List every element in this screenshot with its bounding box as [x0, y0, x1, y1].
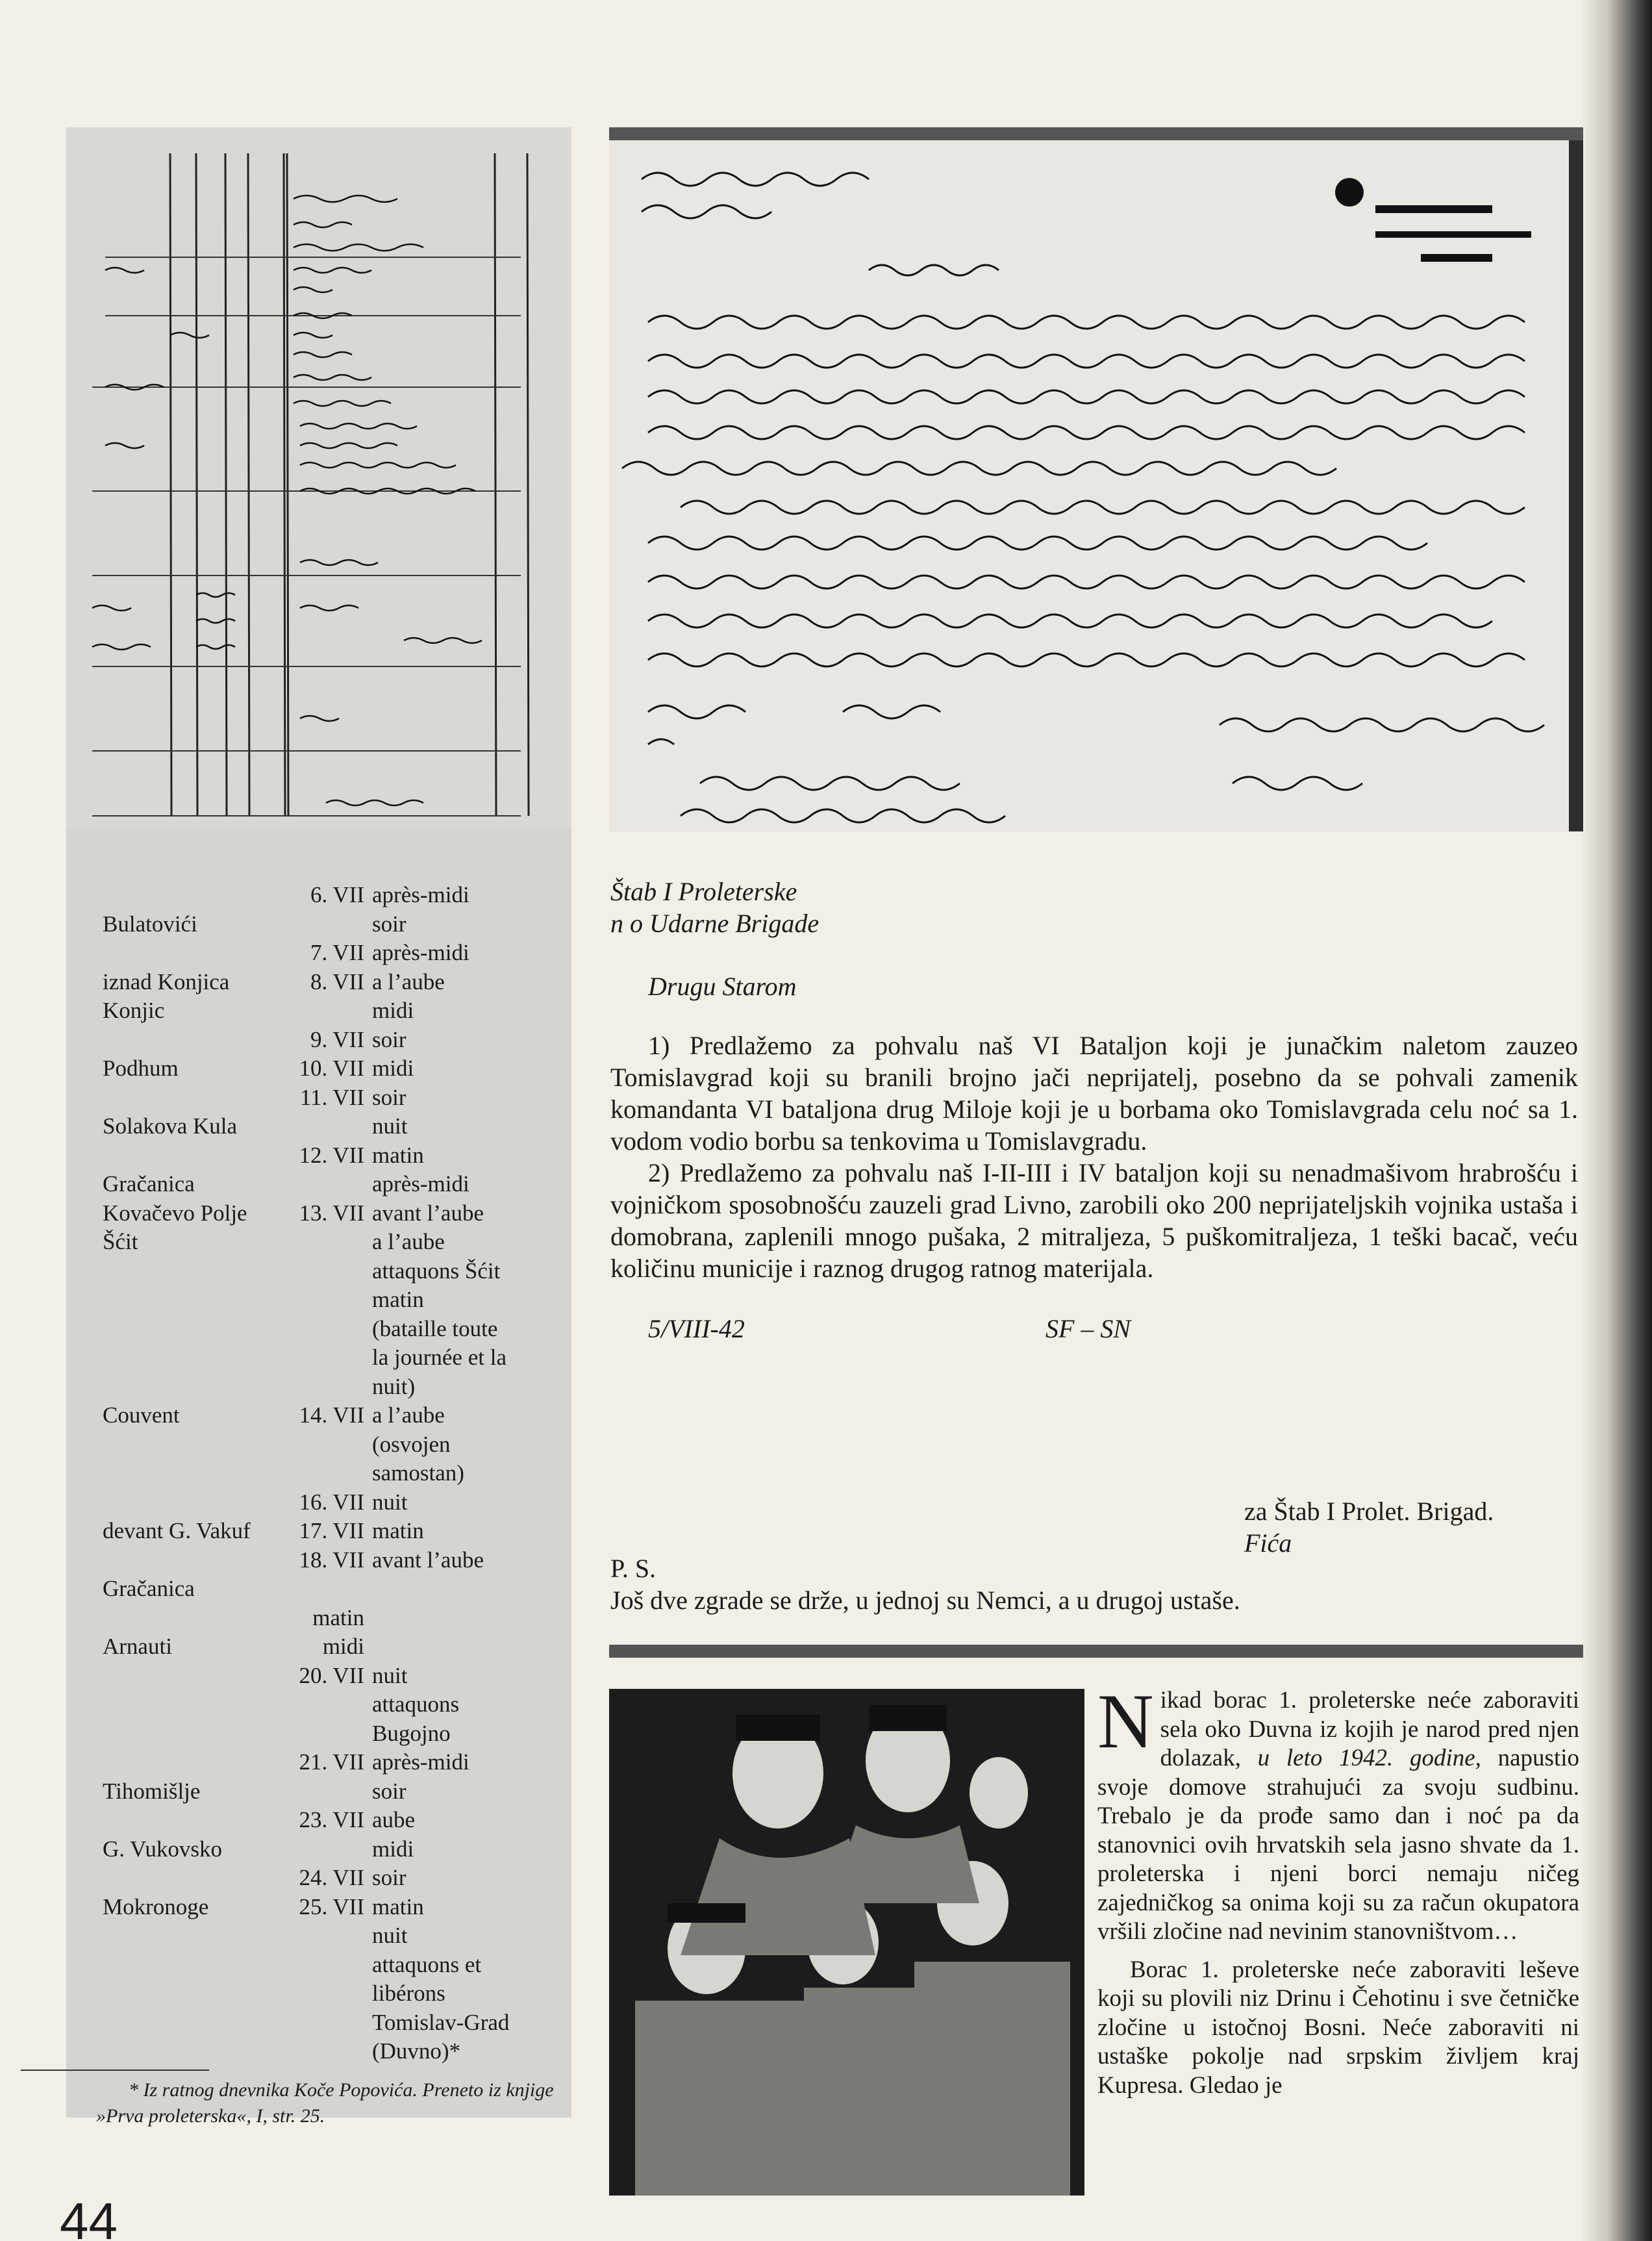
- itinerary-date: [291, 910, 372, 939]
- drop-cap: N: [1097, 1678, 1154, 1764]
- itinerary-row: [103, 1921, 557, 1951]
- itinerary-time: soir: [372, 1026, 407, 1052]
- scan-edge: [1569, 140, 1583, 831]
- itinerary-place: iznad Konjica: [103, 969, 230, 994]
- itinerary-place: [103, 1662, 291, 1691]
- letter-motto: SF – SN: [1045, 1314, 1131, 1343]
- itinerary-date: [291, 1719, 372, 1749]
- itinerary-date: 23. VII: [299, 1807, 364, 1832]
- itinerary-row: [103, 1604, 557, 1633]
- itinerary-place: Kovačevo Polje: [103, 1200, 247, 1226]
- itinerary-time: (bataille toute: [372, 1315, 498, 1341]
- letter-transcription: [610, 876, 1578, 1423]
- itinerary-time: matin: [372, 1287, 424, 1312]
- itinerary-place: Solakova Kula: [103, 1113, 238, 1139]
- itinerary-time: matin: [372, 1142, 424, 1168]
- itinerary-place: [103, 1604, 291, 1633]
- itinerary-row: [103, 996, 557, 1026]
- itinerary-row: [103, 968, 557, 997]
- itinerary-place: devant G. Vakuf: [103, 1518, 251, 1543]
- letter-ps-label: P. S.: [610, 1554, 657, 1583]
- itinerary-date: [291, 1979, 372, 2008]
- letter-header-line1: Štab I Proleterske: [610, 877, 797, 906]
- itinerary-date: 11. VII: [299, 1084, 364, 1110]
- itinerary-place: [103, 1921, 291, 1951]
- itinerary-time: midi: [372, 998, 414, 1023]
- itinerary-place: Gračanica: [103, 1171, 195, 1196]
- itinerary-date: [291, 1951, 372, 1980]
- itinerary-date: [291, 1343, 372, 1373]
- itinerary-place: Bulatovići: [103, 911, 197, 937]
- itinerary-place: [103, 1257, 291, 1286]
- itinerary-place: Konjic: [103, 998, 165, 1023]
- itinerary-date: [291, 1170, 372, 1199]
- itinerary-row: [103, 1719, 557, 1749]
- itinerary-row: [103, 1777, 557, 1806]
- itinerary-row: [103, 1112, 557, 1141]
- letter-signoff: za Štab I Prolet. Brigad.: [1244, 1497, 1494, 1526]
- article-paragraph-2: Borac 1. proleterske neće zaboraviti leševe koji su plovili niz Drinu i Čehotinu i sve četničke zločine u istočnoj Bosni. Neće zaboraviti ni ustaške pokolje nad srpskim življem kraj Kupresa. Gledao je: [1097, 1956, 1579, 2099]
- itinerary-row: [103, 1575, 557, 1604]
- letter-ps-text: Još dve zgrade se drže, u jednoj su Nemci, a u drugoj ustaše.: [610, 1586, 1240, 1615]
- itinerary-date: [291, 996, 372, 1026]
- itinerary-time: midi: [372, 1836, 414, 1862]
- itinerary-row: [103, 1893, 557, 1922]
- itinerary-row: [103, 1517, 557, 1546]
- itinerary-place: [103, 1951, 291, 1980]
- partisans-group-image: [609, 1689, 1084, 2196]
- itinerary-place: [103, 881, 291, 910]
- itinerary-time: après-midi: [372, 882, 469, 907]
- itinerary-list: [103, 881, 557, 2066]
- letter-paragraph-2: 2) Predlažemo za pohvalu naš I-II-III i IV bataljon koji su nenadmašivom hrabrošću i vojničkom sposobnošću zauzeli grad Livno, zarobili oko 200 neprijateljskih vojnika ustaša i domobrana, zaplenili mnogo pušaka, 2 mitraljeza, 5 puškomitraljeza, 1 teški bacač, veću količinu municije i raznog drugog ratnog materijala.: [610, 1158, 1578, 1283]
- itinerary-place: Tihomišlje: [103, 1778, 201, 1804]
- letter-signature: Fića: [1244, 1528, 1292, 1558]
- itinerary-time: soir: [372, 1084, 407, 1110]
- itinerary-date: 17. VII: [299, 1518, 364, 1543]
- itinerary-row: [103, 1546, 557, 1575]
- itinerary-row: [103, 1373, 557, 1402]
- itinerary-date: 20. VII: [299, 1662, 364, 1688]
- footnote-rule: [21, 2070, 209, 2071]
- itinerary-date: [291, 2037, 372, 2066]
- itinerary-date: [291, 1430, 372, 1460]
- itinerary-date: midi: [322, 1634, 364, 1659]
- itinerary-place: Podhum: [103, 1056, 179, 1081]
- top-rule: [609, 127, 1583, 140]
- itinerary-row: [103, 1401, 557, 1430]
- itinerary-time: nuit: [372, 1662, 408, 1688]
- itinerary-row: [103, 1083, 557, 1113]
- itinerary-time: a l’aube: [372, 1402, 445, 1428]
- itinerary-place: [103, 1315, 291, 1344]
- itinerary-date: [291, 1257, 372, 1286]
- left-column: [66, 127, 571, 2118]
- itinerary-date: [291, 1228, 372, 1257]
- itinerary-place: [103, 1459, 291, 1488]
- itinerary-row: [103, 1459, 557, 1488]
- itinerary-place: [103, 1083, 291, 1113]
- itinerary-time: a l’aube: [372, 969, 445, 994]
- itinerary-row: [103, 1054, 557, 1083]
- itinerary-row: [103, 2037, 557, 2066]
- itinerary-time: [372, 1604, 547, 1633]
- itinerary-place: [103, 1373, 291, 1402]
- itinerary-time: samostan): [372, 1460, 464, 1486]
- itinerary-row: [103, 1864, 557, 1893]
- itinerary-place: [103, 1430, 291, 1460]
- itinerary-place: [103, 1141, 291, 1171]
- itinerary-time: attaquons: [372, 1691, 460, 1717]
- itinerary-date: [291, 1459, 372, 1488]
- itinerary-date: [291, 1112, 372, 1141]
- itinerary-place: Couvent: [103, 1402, 180, 1428]
- itinerary-time: avant l’aube: [372, 1200, 484, 1226]
- itinerary-time: attaquons et: [372, 1951, 482, 1977]
- itinerary-date: [291, 1921, 372, 1951]
- itinerary-time: [372, 1632, 547, 1662]
- itinerary-date: 10. VII: [299, 1056, 364, 1081]
- itinerary-date: 16. VII: [299, 1489, 364, 1515]
- itinerary-row: [103, 1979, 557, 2008]
- binding-shadow: [1581, 0, 1652, 2241]
- itinerary-time: (osvojen: [372, 1431, 451, 1457]
- itinerary-time: après-midi: [372, 940, 469, 965]
- itinerary-place: Šćit: [103, 1229, 138, 1254]
- itinerary-row: [103, 2008, 557, 2038]
- itinerary-date: 18. VII: [299, 1547, 364, 1573]
- itinerary-date: 14. VII: [299, 1402, 364, 1428]
- itinerary-date: [291, 1373, 372, 1402]
- itinerary-place: [103, 1546, 291, 1575]
- itinerary-place: [103, 1488, 291, 1517]
- itinerary-date: [291, 1777, 372, 1806]
- article-paragraph-1: [1097, 1678, 1580, 1947]
- itinerary-place: [103, 1343, 291, 1373]
- itinerary-date: 9. VII: [310, 1026, 364, 1052]
- itinerary-place: [103, 1979, 291, 2008]
- itinerary-time: Tomislav-Grad: [372, 2009, 510, 2035]
- itinerary-place: Gračanica: [103, 1576, 195, 1601]
- itinerary-date: [291, 1315, 372, 1344]
- letter-salutation: Drugu Starom: [648, 972, 797, 1001]
- partisans-photo: [609, 1689, 1084, 2196]
- itinerary-date: matin: [312, 1604, 364, 1630]
- itinerary-place: [103, 1690, 291, 1719]
- itinerary-place: [103, 1864, 291, 1893]
- letter-date: 5/VIII-42: [648, 1314, 745, 1343]
- itinerary-place: [103, 1748, 291, 1777]
- itinerary-row: [103, 1662, 557, 1691]
- itinerary-row: [103, 1141, 557, 1171]
- itinerary-row: [103, 1488, 557, 1517]
- itinerary-date: [291, 1690, 372, 1719]
- itinerary-place: [103, 2008, 291, 2038]
- itinerary-date: 25. VII: [299, 1893, 364, 1919]
- itinerary-row: [103, 1951, 557, 1980]
- itinerary-time: nuit: [372, 1489, 408, 1515]
- itinerary-date: 12. VII: [299, 1142, 364, 1168]
- itinerary-time: après-midi: [372, 1171, 469, 1196]
- footnote: * Iz ratnog dnevnika Koče Popovića. Preneto iz knjige »Prva proleterska«, I, str. 25.: [96, 2079, 554, 2127]
- itinerary-place: [103, 1719, 291, 1749]
- letter-signoff-block: [1244, 1495, 1494, 1559]
- itinerary-time: soir: [372, 1865, 407, 1890]
- itinerary-place: [103, 1285, 291, 1315]
- itinerary-date: [291, 2008, 372, 2038]
- itinerary-row: [103, 1228, 557, 1257]
- letter-manuscript-image: [609, 140, 1583, 831]
- itinerary-row: [103, 939, 557, 968]
- diary-manuscript-image: [66, 127, 571, 829]
- itinerary-time: après-midi: [372, 1749, 469, 1775]
- itinerary-row: [103, 1026, 557, 1055]
- itinerary-time: (Duvno)*: [372, 2038, 461, 2064]
- page-number: 44: [60, 2192, 118, 2241]
- itinerary-row: [103, 1343, 557, 1373]
- paragraph-1-end: napustio svoje domove strahujući za svoju sudbinu. Trebalo je da prođe samo dan i noć pa da stanovnici ovih hrvatskih sela jasno shvate da 1. proleterska i njeni borci nemaju ničeg zajedničkog sa onima koji su za račun okupatora vršili zločine nad nevinim stanovništvom…: [1097, 1745, 1580, 1945]
- article-body: [1097, 1678, 1580, 2109]
- itinerary-place: Mokronoge: [103, 1893, 209, 1919]
- itinerary-row: [103, 1690, 557, 1719]
- itinerary-date: 24. VII: [299, 1865, 364, 1890]
- letter-header-line2: n o Udarne Brigade: [610, 909, 820, 938]
- itinerary-time: matin: [372, 1893, 424, 1919]
- paragraph-1-emphasis: u leto 1942. godine,: [1257, 1745, 1481, 1771]
- itinerary-time: midi: [372, 1056, 414, 1081]
- itinerary-time: soir: [372, 1778, 407, 1804]
- itinerary-row: [103, 1170, 557, 1199]
- itinerary-place: [103, 2037, 291, 2066]
- paragraph-1-start: ikad borac 1. proleterske neće zaboraviti sela oko Duvna iz kojih je narod pred njen dolazak,: [1160, 1687, 1579, 1771]
- itinerary-time: Bugojno: [372, 1720, 451, 1746]
- itinerary-date: [291, 1575, 372, 1604]
- itinerary-row: [103, 1632, 557, 1662]
- itinerary-time: la journée et la: [372, 1345, 507, 1370]
- itinerary-time: nuit: [372, 1923, 408, 1948]
- itinerary-date: [291, 1285, 372, 1315]
- itinerary-time: [372, 1575, 547, 1604]
- letter-paragraph-1: 1) Predlažemo za pohvalu naš VI Bataljon koji je junačkim naletom zauzeo Tomislavgrad koji su branili brojno jači neprijatelj, posebno da se pohvali zamenik komandanta VI bataljona drug Miloje koji je u borbama oko Tomislavgrada celu noć sa 1. vodom vodio borbu sa tenkovima u Tomislavgradu.: [610, 1031, 1578, 1156]
- itinerary-date: 13. VII: [299, 1200, 364, 1226]
- itinerary-place: [103, 1026, 291, 1055]
- bottom-rule: [609, 1645, 1583, 1658]
- itinerary-date: 6. VII: [310, 882, 364, 907]
- letter-ps-block: [610, 1552, 1578, 1616]
- itinerary-time: matin: [372, 1518, 424, 1543]
- itinerary-time: aube: [372, 1807, 416, 1832]
- itinerary-row: [103, 1199, 557, 1228]
- itinerary-time: soir: [372, 911, 407, 937]
- itinerary-place: G. Vukovsko: [103, 1836, 222, 1862]
- itinerary-date: 7. VII: [310, 940, 364, 965]
- itinerary-row: [103, 1257, 557, 1286]
- handwriting-scan: [609, 140, 1583, 831]
- itinerary-place: [103, 939, 291, 968]
- itinerary-date: 8. VII: [310, 969, 364, 994]
- itinerary-time: avant l’aube: [372, 1547, 484, 1573]
- itinerary-time: nuit: [372, 1113, 408, 1139]
- itinerary-date: [291, 1835, 372, 1864]
- itinerary-row: [103, 1315, 557, 1344]
- itinerary-place: Arnauti: [103, 1634, 172, 1659]
- itinerary-row: [103, 910, 557, 939]
- itinerary-row: [103, 1835, 557, 1864]
- itinerary-row: [103, 881, 557, 910]
- itinerary-time: libérons: [372, 1981, 445, 2006]
- itinerary-row: [103, 1285, 557, 1315]
- itinerary-place: [103, 1806, 291, 1835]
- itinerary-row: [103, 1430, 557, 1460]
- itinerary-date: 21. VII: [299, 1749, 364, 1775]
- itinerary-time: nuit): [372, 1373, 416, 1399]
- itinerary-row: [103, 1806, 557, 1835]
- letter-footer: [610, 1313, 1578, 1423]
- itinerary-row: [103, 1748, 557, 1777]
- itinerary-time: a l’aube: [372, 1229, 445, 1254]
- itinerary-time: attaquons Šćit: [372, 1258, 501, 1284]
